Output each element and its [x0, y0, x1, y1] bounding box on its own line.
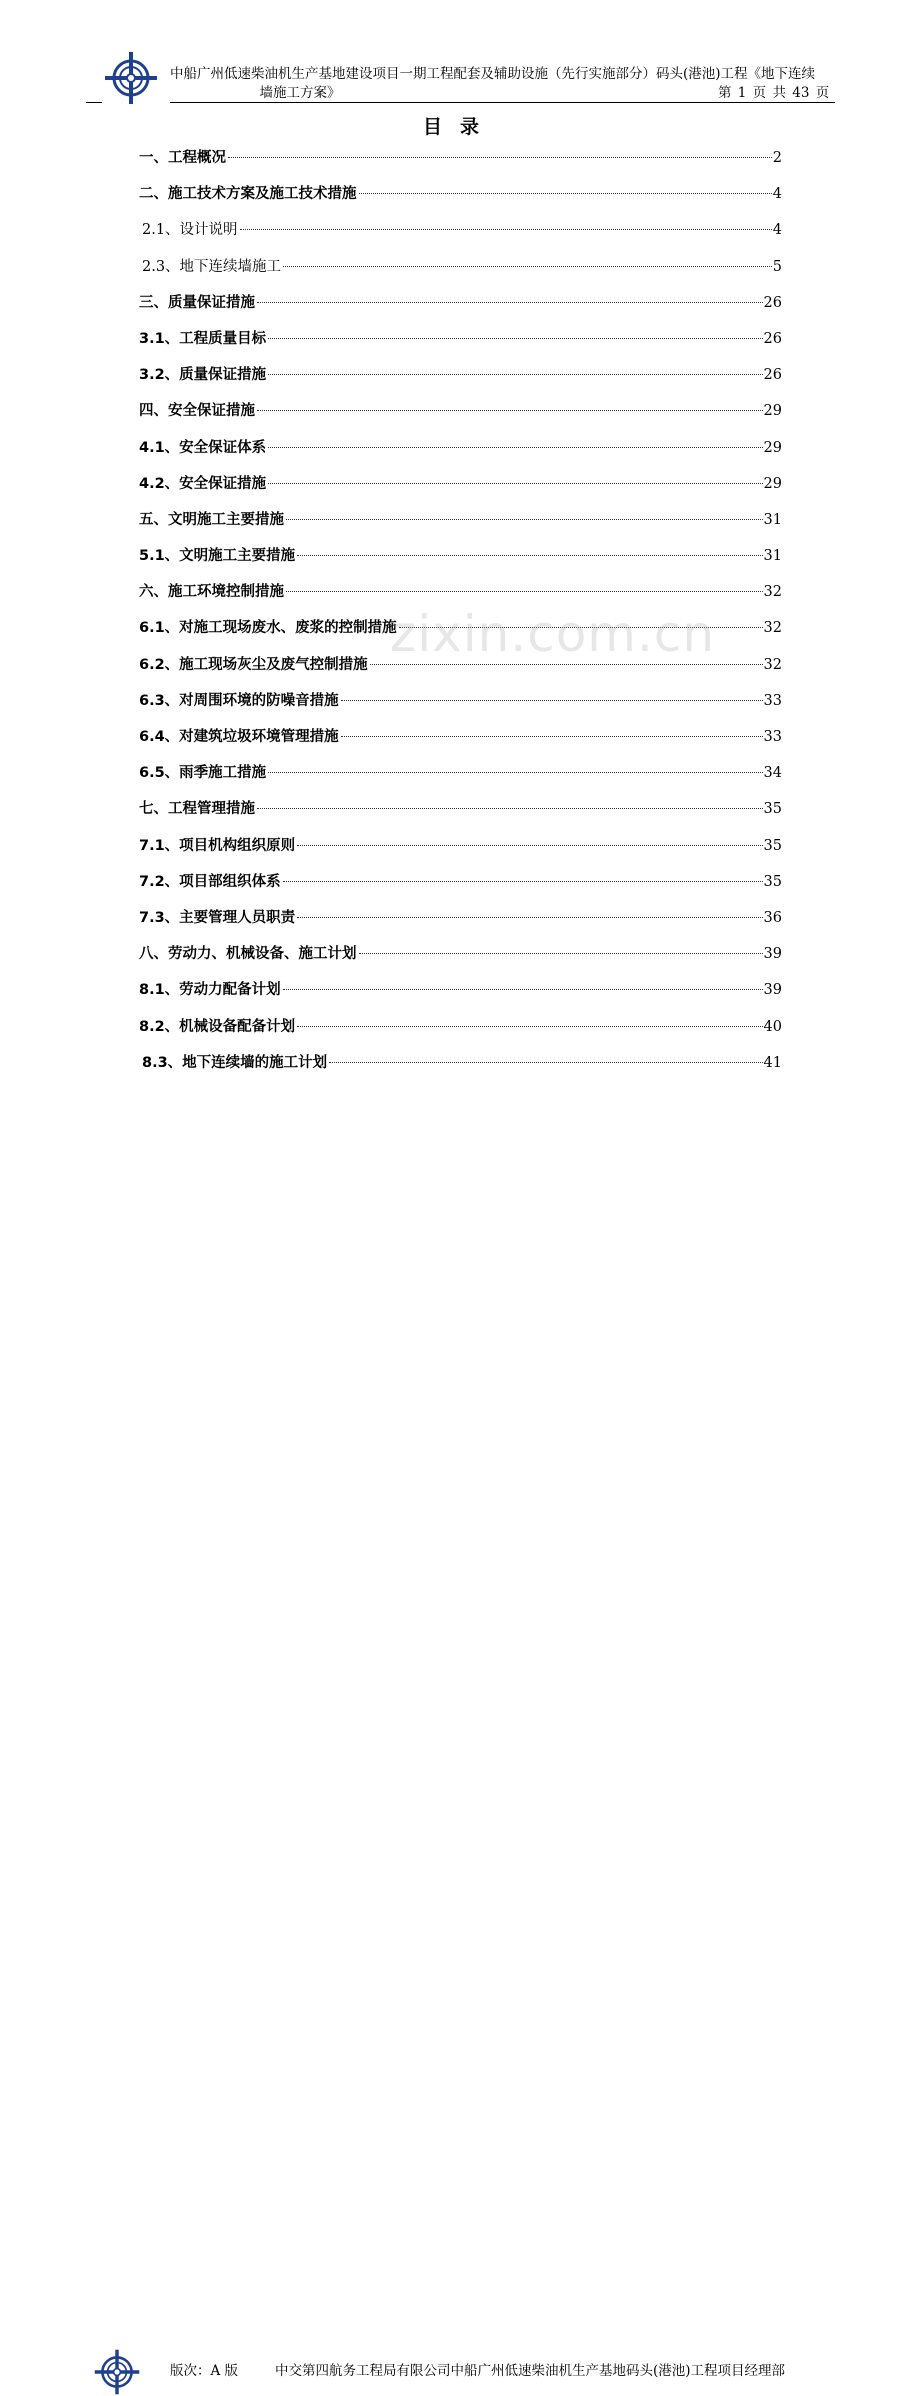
company-logo-icon	[93, 2348, 141, 2396]
header-project-title-cont: 墙施工方案》	[259, 85, 341, 101]
toc-entry-label: 5.1、文明施工主要措施	[139, 548, 296, 565]
toc-entry-page: 29	[763, 475, 782, 492]
toc-entry-page: 36	[763, 909, 782, 926]
toc-entry-label: 6.4、对建筑垃圾环境管理措施	[139, 729, 339, 745]
toc-entry-label: 3.2、质量保证措施	[139, 367, 267, 384]
toc-leader-dots	[268, 772, 762, 773]
toc-leader-dots	[297, 917, 762, 918]
toc-entry[interactable]	[139, 436, 782, 472]
toc-entry-label: 8.3、地下连续墙的施工计划	[142, 1054, 328, 1071]
toc-entry-label: 六、施工环境控制措施	[139, 584, 284, 601]
toc-entry-label: 3.1、工程质量目标	[139, 330, 267, 347]
toc-leader-dots	[283, 881, 763, 882]
toc-leader-dots	[268, 338, 762, 339]
toc-leader-dots	[268, 374, 762, 375]
toc-entry[interactable]	[139, 327, 782, 363]
toc-entry[interactable]	[139, 472, 782, 508]
toc-entry-page: 29	[763, 439, 782, 456]
toc-entry-page: 26	[763, 330, 782, 347]
toc-entry[interactable]	[139, 761, 782, 797]
toc-entry-label: 8.2、机械设备配备计划	[139, 1018, 296, 1035]
toc-entry-page: 32	[763, 584, 782, 601]
toc-leader-dots	[370, 664, 763, 665]
toc-entry-page: 35	[763, 801, 782, 818]
page-header	[0, 0, 920, 110]
toc-entry[interactable]	[139, 906, 782, 942]
toc-leader-dots	[297, 1026, 762, 1027]
toc-entry[interactable]	[139, 508, 782, 544]
toc-entry-label: 七、工程管理措施	[139, 801, 255, 818]
toc-entry[interactable]	[139, 1051, 782, 1087]
footer-organization: 中交第四航务工程局有限公司中船广州低速柴油机生产基地码头(港池)工程项目经理部	[275, 2363, 786, 2379]
toc-entry[interactable]	[139, 399, 782, 435]
toc-entry-page: 29	[763, 403, 782, 420]
toc-entry-label: 6.1、对施工现场废水、废浆的控制措施	[139, 620, 397, 637]
toc-leader-dots	[240, 229, 772, 230]
toc-leader-dots	[257, 302, 763, 303]
toc-leader-dots	[268, 447, 762, 448]
toc-entry-label: 6.3、对周围环境的防噪音措施	[139, 692, 339, 709]
toc-leader-dots	[283, 266, 772, 267]
toc-leader-dots	[359, 193, 772, 194]
toc-entry[interactable]	[139, 218, 782, 254]
toc-entry-label: 7.3、主要管理人员职责	[139, 909, 296, 926]
toc-entry[interactable]	[139, 1015, 782, 1051]
watermark: zixin.com.cn	[390, 605, 716, 663]
toc-entry-label: 三、质量保证措施	[139, 294, 255, 311]
toc-entry[interactable]	[139, 689, 782, 725]
toc-leader-dots	[257, 808, 763, 809]
toc-entry-page: 33	[763, 729, 782, 745]
toc-entry[interactable]	[139, 797, 782, 833]
toc-entry[interactable]	[139, 182, 782, 218]
toc-leader-dots	[359, 953, 763, 954]
toc-entry-page: 39	[763, 946, 782, 963]
toc-entry-label: 6.2、施工现场灰尘及废气控制措施	[139, 656, 368, 673]
toc-entry-label: 8.1、劳动力配备计划	[139, 982, 281, 999]
toc-entry-page: 32	[763, 620, 782, 637]
toc-leader-dots	[341, 700, 763, 701]
header-rule-left	[86, 102, 102, 103]
toc-entry[interactable]	[139, 834, 782, 870]
toc-leader-dots	[286, 591, 763, 592]
footer-edition: 版次：A 版	[170, 2363, 239, 2379]
toc-entry-page: 35	[763, 837, 782, 854]
toc-leader-dots	[297, 555, 762, 556]
header-rule	[170, 102, 835, 103]
toc-leader-dots	[257, 410, 763, 411]
toc-entry-page: 35	[763, 873, 782, 890]
toc-entry-label: 6.5、雨季施工措施	[139, 765, 267, 782]
toc-entry-page: 40	[763, 1018, 782, 1035]
toc-entry-label: 八、劳动力、机械设备、施工计划	[139, 946, 357, 963]
company-logo-icon	[103, 50, 159, 106]
page-footer	[0, 1170, 920, 2379]
toc-entry-label: 一、工程概况	[139, 150, 226, 166]
toc-entry[interactable]	[139, 725, 782, 761]
toc-entry-page: 39	[763, 982, 782, 999]
toc-entry-label: 4.2、安全保证措施	[139, 475, 267, 492]
toc-leader-dots	[297, 845, 762, 846]
toc-entry-page: 34	[763, 765, 782, 782]
toc-entry-label: 4.1、安全保证体系	[139, 439, 267, 456]
toc-entry[interactable]	[139, 870, 782, 906]
toc-entry[interactable]	[139, 978, 782, 1014]
toc-entry-label: 五、文明施工主要措施	[139, 511, 284, 528]
toc-entry[interactable]	[139, 544, 782, 580]
toc-entry-page: 26	[763, 294, 782, 311]
toc-entry-page: 33	[763, 692, 782, 709]
toc-title: 目录	[422, 116, 497, 138]
toc-entry-label: 二、施工技术方案及施工技术措施	[139, 186, 357, 203]
toc-entry-label: 四、安全保证措施	[139, 403, 255, 420]
toc-entry[interactable]	[139, 291, 782, 327]
header-project-title: 中船广州低速柴油机生产基地建设项目一期工程配套及辅助设施（先行实施部分）码头(港池)工程《地下连续	[170, 66, 816, 82]
toc-entry-label: 7.2、项目部组织体系	[139, 873, 281, 890]
toc-leader-dots	[341, 736, 763, 737]
toc-entry-label: 7.1、项目机构组织原则	[139, 837, 296, 854]
toc-entry[interactable]	[139, 942, 782, 978]
toc-entry[interactable]	[139, 146, 782, 182]
toc-leader-dots	[329, 1062, 762, 1063]
toc-entry-page: 2	[772, 150, 782, 166]
toc-leader-dots	[228, 157, 772, 158]
header-page-info: 第 1 页 共 43 页	[718, 85, 830, 101]
toc-entry-page: 5	[772, 258, 782, 275]
toc-entry-label: 2.1、设计说明	[142, 222, 238, 239]
toc-entry-page: 4	[772, 222, 782, 239]
toc-entry[interactable]	[139, 255, 782, 291]
toc-entry-page: 26	[763, 367, 782, 384]
toc-entry-page: 31	[763, 511, 782, 528]
toc-leader-dots	[268, 483, 762, 484]
toc-entry-page: 32	[763, 656, 782, 673]
toc-entry-page: 41	[763, 1054, 782, 1071]
toc-entry-page: 31	[763, 548, 782, 565]
toc-entry-label: 2.3、地下连续墙施工	[142, 258, 282, 275]
toc-entry-page: 4	[772, 186, 782, 203]
toc-entry[interactable]	[139, 363, 782, 399]
toc-leader-dots	[286, 519, 763, 520]
toc-leader-dots	[283, 989, 763, 990]
